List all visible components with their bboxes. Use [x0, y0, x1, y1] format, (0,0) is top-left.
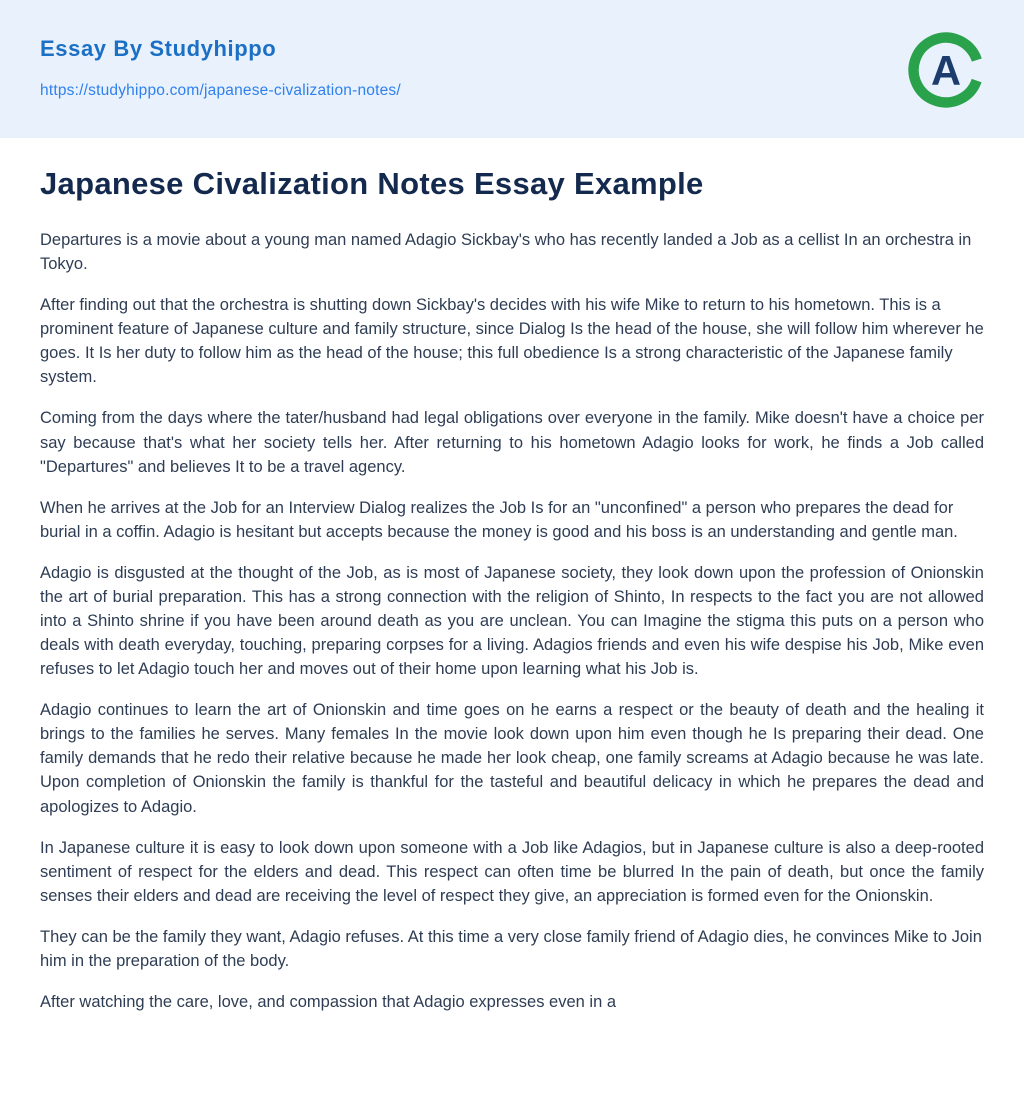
site-title: Essay By Studyhippo [40, 36, 277, 61]
paragraph-1: Departures is a movie about a young man named Adagio Sickbay's who has recently landed a Job as a cellist In an orchestra in Tokyo. [40, 231, 972, 274]
logo-circle-icon [906, 30, 986, 110]
paragraph-5: Adagio is disgusted at the thought of the Job, as is most of Japanese society, they look down upon the profession of Onionskin the art of burial preparation. This has a strong connection with the religion of Shinto, In respects to the fact you are not allowed into a Shinto shrine if you have been around death as you are unclean. You can Imagine the stigma this puts on a person who deals with death everyday, touching, preparing corpses for a living. Adagios friends and even his wife despise his Job, Mike even refuses to let Adagio touch her and moves out of their home upon learning what his Job is. [40, 563, 984, 679]
header-text-block [40, 30, 401, 100]
paragraph-2: After finding out that the orchestra is shutting down Sickbay's decides with his wife Mike to return to his hometown. This is a prominent feature of Japanese culture and family structure, since Dialog Is the head of the house, she will follow him wherever he goes. It Is her duty to follow him as the head of the house; this full obedience Is a strong characteristic of the Japanese family system. [40, 296, 984, 387]
header [0, 0, 1024, 138]
logo-letter: A [930, 46, 962, 94]
paragraph-7: In Japanese culture it is easy to look down upon someone with a Job like Adagios, but in Japanese culture is also a deep-rooted sentiment of respect for the elders and dead. This respect can often time be blurred In the pain of death, but once the family senses their elders and dead are receiving the level of respect they give, an appreciation is formed even for the Onionskin. [40, 838, 984, 905]
paragraph-6: Adagio continues to learn the art of Onionskin and time goes on he earns a respect or the beauty of death and the healing it brings to the families he serves. Many females In the movie look down upon him even though he Is preparing their dead. One family demands that he redo their relative because he made her look cheap, one family screams at Adagio because he was late. Upon completion of Onionskin the family is thankful for the tasteful and beautiful delicacy in which he prepares the dead and apologizes to Adagio. [40, 701, 984, 816]
paragraph-9: After watching the care, love, and compassion that Adagio expresses even in a [40, 993, 617, 1012]
article-url-link[interactable]: https://studyhippo.com/japanese-civalization-notes/ [40, 82, 401, 99]
page-title: Japanese Civalization Notes Essay Example [40, 166, 704, 201]
paragraph-3: Coming from the days where the tater/husband had legal obligations over everyone in the family. Mike doesn't have a choice per say because that's what her society tells her. After returning to his hometown Adagio looks for work, he finds a Job called "Departures" and believes It to be a travel agency. [40, 409, 984, 476]
paragraph-8: They can be the family they want, Adagio refuses. At this time a very close family friend of Adagio dies, he convinces Mike to Join him in the preparation of the body. [40, 927, 982, 970]
studyhippo-logo[interactable] [906, 30, 986, 110]
paragraph-4: When he arrives at the Job for an Interview Dialog realizes the Job Is for an "unconfined" a person who prepares the dead for burial in a coffin. Adagio is hesitant but accepts because the money is good and his boss is an understanding and gentle man. [40, 498, 958, 541]
article [0, 138, 1024, 1061]
